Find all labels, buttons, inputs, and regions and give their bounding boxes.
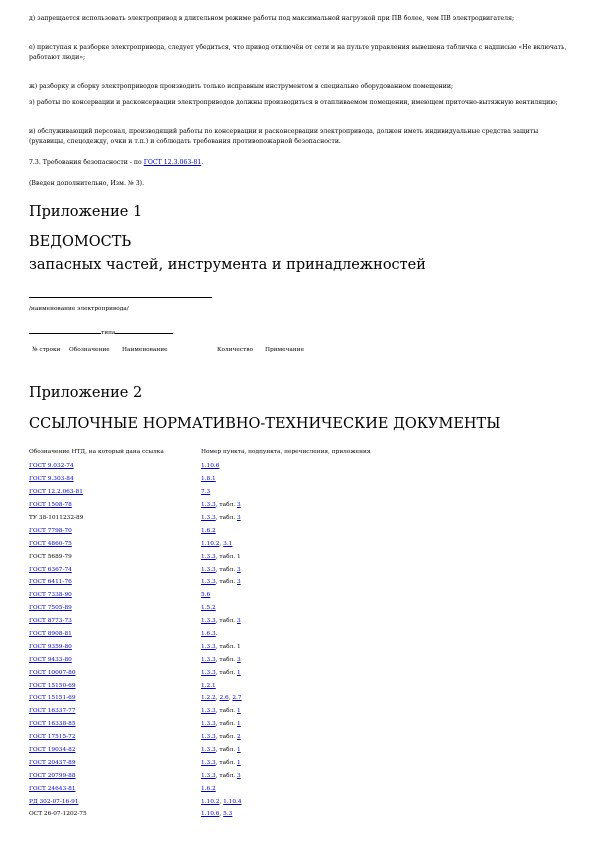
reference-document-cell [29,460,201,473]
table-row [29,473,242,486]
document-link[interactable]: ГОСТ 10007-80 [29,669,76,676]
document-link[interactable]: ГОСТ 9.032-74 [29,463,74,470]
clause-text: , табл. [215,708,237,715]
table-row [29,705,242,718]
table-row [29,460,242,473]
table-row [29,769,242,782]
clause-link[interactable]: 1.3.3 [201,656,216,663]
clause-link[interactable]: 1.10.2 [201,798,220,805]
reference-document-cell [29,550,201,563]
col-quantity: Количество [217,347,253,353]
document-link[interactable]: ГОСТ 6367-74 [29,566,72,573]
clause-text: , табл. [215,772,237,779]
document-link[interactable]: ГОСТ 9359-80 [29,643,72,650]
clause-link[interactable]: 1 [236,669,241,676]
paragraph-e: е) приступая к разборке электропривода, следует убедиться, что привод отключён от сети и на пульте управления вывешена табличка с надписью «Не включать, работают люди»; [29,44,567,61]
table-row [29,499,242,512]
clause-link[interactable]: 1 [236,759,241,766]
reference-document-cell [29,537,201,550]
clause-link[interactable]: 1.3.3 [201,747,216,754]
reference-document-cell [29,640,201,653]
appendix-1-title: Приложение 1 [29,204,143,220]
reference-clause-cell [201,628,242,641]
document-link[interactable]: ГОСТ 16338-85 [29,721,76,728]
document-link[interactable]: ГОСТ 20799-88 [29,772,76,779]
clause-link[interactable]: 1.3.3 [201,734,216,741]
clause-link[interactable]: 1.2.1 [201,682,216,689]
reference-document-cell [29,718,201,731]
table-row [29,731,242,744]
table-row [29,563,242,576]
clause-text: , табл. [215,502,237,509]
clause-text: , [215,695,220,702]
amendment-note: (Введен дополнительно, Изм. № 3). [29,180,145,187]
clause-text: , [228,695,233,702]
document-link[interactable]: ГОСТ 9433-80 [29,656,72,663]
appendix-2-title: Приложение 2 [29,385,143,401]
table-row [29,782,242,795]
reference-document-cell [29,731,201,744]
reference-clause-cell [201,744,242,757]
reference-document-cell [29,756,201,769]
table-row [29,795,242,808]
clause-text: , [219,798,224,805]
reference-clause-cell [201,756,242,769]
paragraph-7-3-text: 7.3. Требования безопасности - по [29,159,144,166]
clause-link[interactable]: 1.6.2 [201,785,216,792]
clause-link[interactable]: 3 [236,502,241,509]
clause-link[interactable]: 1.3.3 [201,759,216,766]
type-label: типа [101,330,116,336]
paragraph-7-3 [29,158,203,168]
clause-text: , табл. 1 [215,553,241,560]
clause-link[interactable]: 1.5.2 [201,605,216,612]
reference-clause-cell [201,653,242,666]
clause-link[interactable]: 1.3.3 [201,515,216,521]
reference-document-cell [29,602,201,615]
drive-type-line [29,326,173,336]
reference-document-cell [29,499,201,512]
clause-text: , табл. [215,618,237,625]
reference-clause-cell [201,460,242,473]
reference-document-cell [29,769,201,782]
reference-clause-cell [201,550,242,563]
clause-text: . [215,631,218,638]
clause-link[interactable]: 3 [236,579,241,586]
reference-document-cell [29,653,201,666]
reference-document-cell [29,486,201,499]
clause-link[interactable]: 3 [236,566,241,573]
document-link[interactable]: ГОСТ 12.2.063-81 [29,489,83,496]
clause-text: , табл. [215,579,237,586]
reference-clause-cell [201,512,242,525]
reference-clause-cell [201,537,242,550]
col-designation: Обозначение [69,347,110,353]
col-line-number: № строки [32,347,61,353]
reference-clause-cell [201,705,242,718]
reference-clause-cell [201,576,242,589]
clause-link[interactable]: 5.6 [201,592,211,599]
drive-name-blank-line [29,297,212,298]
reference-document-cell [29,615,201,628]
document-link[interactable]: ГОСТ 8773-73 [29,618,72,625]
table-row [29,602,242,615]
table-row [29,692,242,705]
paragraph-zh: ж) разборку и сборку электроприводов производить только исправным инструментом в специально оборудованном помещении; [29,83,454,90]
reference-document-cell [29,576,201,589]
paragraph-i: и) обслуживающий персонал, производящий работы по консервации и расконсервации электропривода, должен иметь индивидуальные средства защиты (рукавицы, спецодежду, очки и т.п.) и соблюдать требования противопожарной безопасности. [29,128,539,145]
paragraph-z: з) работы по консервации и расконсервации электроприводов должны производиться в отапливаемом помещении, имеющем приточно-вытяжную вентиляцию; [29,99,558,106]
clause-text: , табл. [215,759,237,766]
clause-link[interactable]: 3 [236,656,241,663]
reference-clause-cell [201,666,242,679]
table-row [29,486,242,499]
clause-link[interactable]: 1.3.3 [201,579,216,586]
reference-document-cell [29,666,201,679]
blank-line [29,326,101,334]
clause-link[interactable]: 7.3 [201,489,211,496]
table-row [29,524,242,537]
reference-document-cell [29,795,201,808]
document-link[interactable]: ГОСТ 20437-89 [29,759,76,766]
document-link[interactable]: ГОСТ 1508-78 [29,502,72,509]
document-label: ГОСТ 5689-79 [29,553,72,560]
clause-link[interactable]: 1.3.3 [201,669,216,676]
reference-document-cell [29,705,201,718]
col-document: Обозначение НТД, на который дана ссылка [29,449,164,455]
clause-text: , [219,540,224,547]
clause-link[interactable]: 1.3.3 [201,643,216,650]
clause-link[interactable]: 2.7 [232,695,242,702]
clause-text: , [219,811,224,818]
clause-link[interactable]: 5.3 [223,811,233,818]
clause-link[interactable]: 1.10.2 [201,540,220,547]
table-row [29,576,242,589]
table-row [29,615,242,628]
reference-clause-cell [201,499,242,512]
reference-document-cell [29,473,201,486]
clause-link[interactable]: 2.6 [219,695,229,702]
clause-link[interactable]: 3 [236,772,241,779]
table-row [29,756,242,769]
clause-text: , табл. [215,566,237,573]
table-row [29,640,242,653]
clause-link[interactable]: 1.3.3 [201,566,216,573]
clause-text: , табл. [215,734,237,741]
clause-text: , табл. [215,669,237,676]
gost-12-3-063-link[interactable]: ГОСТ 12.3.063-81 [143,159,202,166]
table-row [29,666,242,679]
reference-clause-cell [201,589,242,602]
table-row [29,679,242,692]
reference-clause-cell [201,795,242,808]
reference-clause-cell [201,692,242,705]
table-row [29,589,242,602]
clause-link[interactable]: 1.3.3 [201,772,216,779]
document-link[interactable]: ГОСТ 7338-90 [29,592,72,599]
reference-clause-cell [201,782,242,795]
paragraph-d: д) запрещается использовать электропривод в длительном режиме работы под максимальной нагрузкой при ПВ более, чем ПВ электродвигателя; [29,15,515,22]
clause-link[interactable]: 1.3.3 [201,618,216,625]
document-link[interactable]: ГОСТ 19034-82 [29,747,76,754]
reference-document-cell [29,808,201,821]
clause-link[interactable]: 1 [236,708,241,715]
reference-document-cell [29,524,201,537]
document-link[interactable]: РД 302-07-16-91 [29,798,79,805]
col-name: Наименование [122,347,168,353]
clause-link[interactable]: 3 [236,515,241,521]
clause-link[interactable]: 2 [236,734,241,741]
reference-clause-cell [201,808,242,821]
clause-link[interactable]: 1.6.3 [201,631,216,638]
table-row [29,537,242,550]
reference-document-cell [29,692,201,705]
reference-document-cell [29,744,201,757]
reference-clause-cell [201,473,242,486]
clause-link[interactable]: 3 [236,618,241,625]
document-link[interactable]: ГОСТ 16337-77 [29,708,76,715]
clause-link[interactable]: 1.8.1 [201,476,216,483]
clause-link[interactable]: 1.3.3 [201,721,216,728]
table-row [29,718,242,731]
clause-text: , табл. [215,656,237,663]
document-link[interactable]: ГОСТ 4860-75 [29,540,72,547]
clause-link[interactable]: 1 [236,721,241,728]
clause-link[interactable]: 1.2.2 [201,695,216,702]
reference-clause-cell [201,615,242,628]
reference-clause-cell [201,563,242,576]
clause-link[interactable]: 1 [236,747,241,754]
appendix-2-heading: ССЫЛОЧНЫЕ НОРМАТИВНО-ТЕХНИЧЕСКИЕ ДОКУМЕНТЫ [29,416,501,432]
reference-clause-cell [201,769,242,782]
table-row [29,550,242,563]
document-link[interactable]: ГОСТ 17515-72 [29,734,76,741]
clause-link[interactable]: 1.6.2 [201,527,216,534]
reference-clause-cell [201,524,242,537]
document-link[interactable]: ГОСТ 9.303-84 [29,476,74,483]
drive-name-caption: /наименование электропривода/ [29,306,129,312]
reference-clause-cell [201,602,242,615]
reference-document-cell [29,589,201,602]
col-note: Примечание [265,347,305,353]
references-table [29,460,242,821]
reference-clause-cell [201,486,242,499]
clause-link[interactable]: 1.10.4 [223,798,242,805]
document-link[interactable]: ГОСТ 15151-69 [29,695,76,702]
table-row [29,744,242,757]
reference-document-cell [29,679,201,692]
document-link[interactable]: ГОСТ 7505-89 [29,605,72,612]
table-row [29,653,242,666]
clause-link[interactable]: 1.3.3 [201,708,216,715]
paragraph-7-3-end: . [201,159,204,166]
table-row [29,628,242,641]
clause-link[interactable]: 1.10.6 [201,811,220,818]
table-row [29,512,242,525]
reference-document-cell [29,512,201,525]
reference-clause-cell [201,640,242,653]
clause-link[interactable]: 3.1 [223,540,233,547]
reference-clause-cell [201,679,242,692]
clause-text: , табл. [215,721,237,728]
reference-document-cell [29,628,201,641]
blank-line [115,326,173,334]
reference-document-cell [29,563,201,576]
clause-link[interactable]: 1.3.3 [201,553,216,560]
document-link[interactable]: ГОСТ 8908-81 [29,631,72,638]
clause-text: , табл. [215,515,237,521]
reference-document-cell [29,782,201,795]
document-link[interactable]: ГОСТ 15150-69 [29,682,76,689]
appendix-1-heading-line2: запасных частей, инструмента и принадлежностей [29,257,426,273]
document-link[interactable]: ГОСТ 6411-76 [29,579,72,586]
clause-text: , табл. 1 [215,643,241,650]
clause-link[interactable]: 1.3.3 [201,502,216,509]
document-link[interactable]: ГОСТ 7798-70 [29,527,72,534]
clause-link[interactable]: 1.10.6 [201,463,220,470]
document-label: ОСТ 26-07-1202-75 [29,811,87,818]
table-row [29,808,242,821]
clause-text: , табл. [215,747,237,754]
document-link[interactable]: ГОСТ 24643-81 [29,785,76,792]
reference-clause-cell [201,718,242,731]
document-label: ТУ 38-1011232-89 [29,515,84,521]
reference-clause-cell [201,731,242,744]
appendix-1-heading-line1: ВЕДОМОСТЬ [29,234,132,250]
col-clause: Номер пункта, подпункта, перечисления, приложения [201,449,371,455]
